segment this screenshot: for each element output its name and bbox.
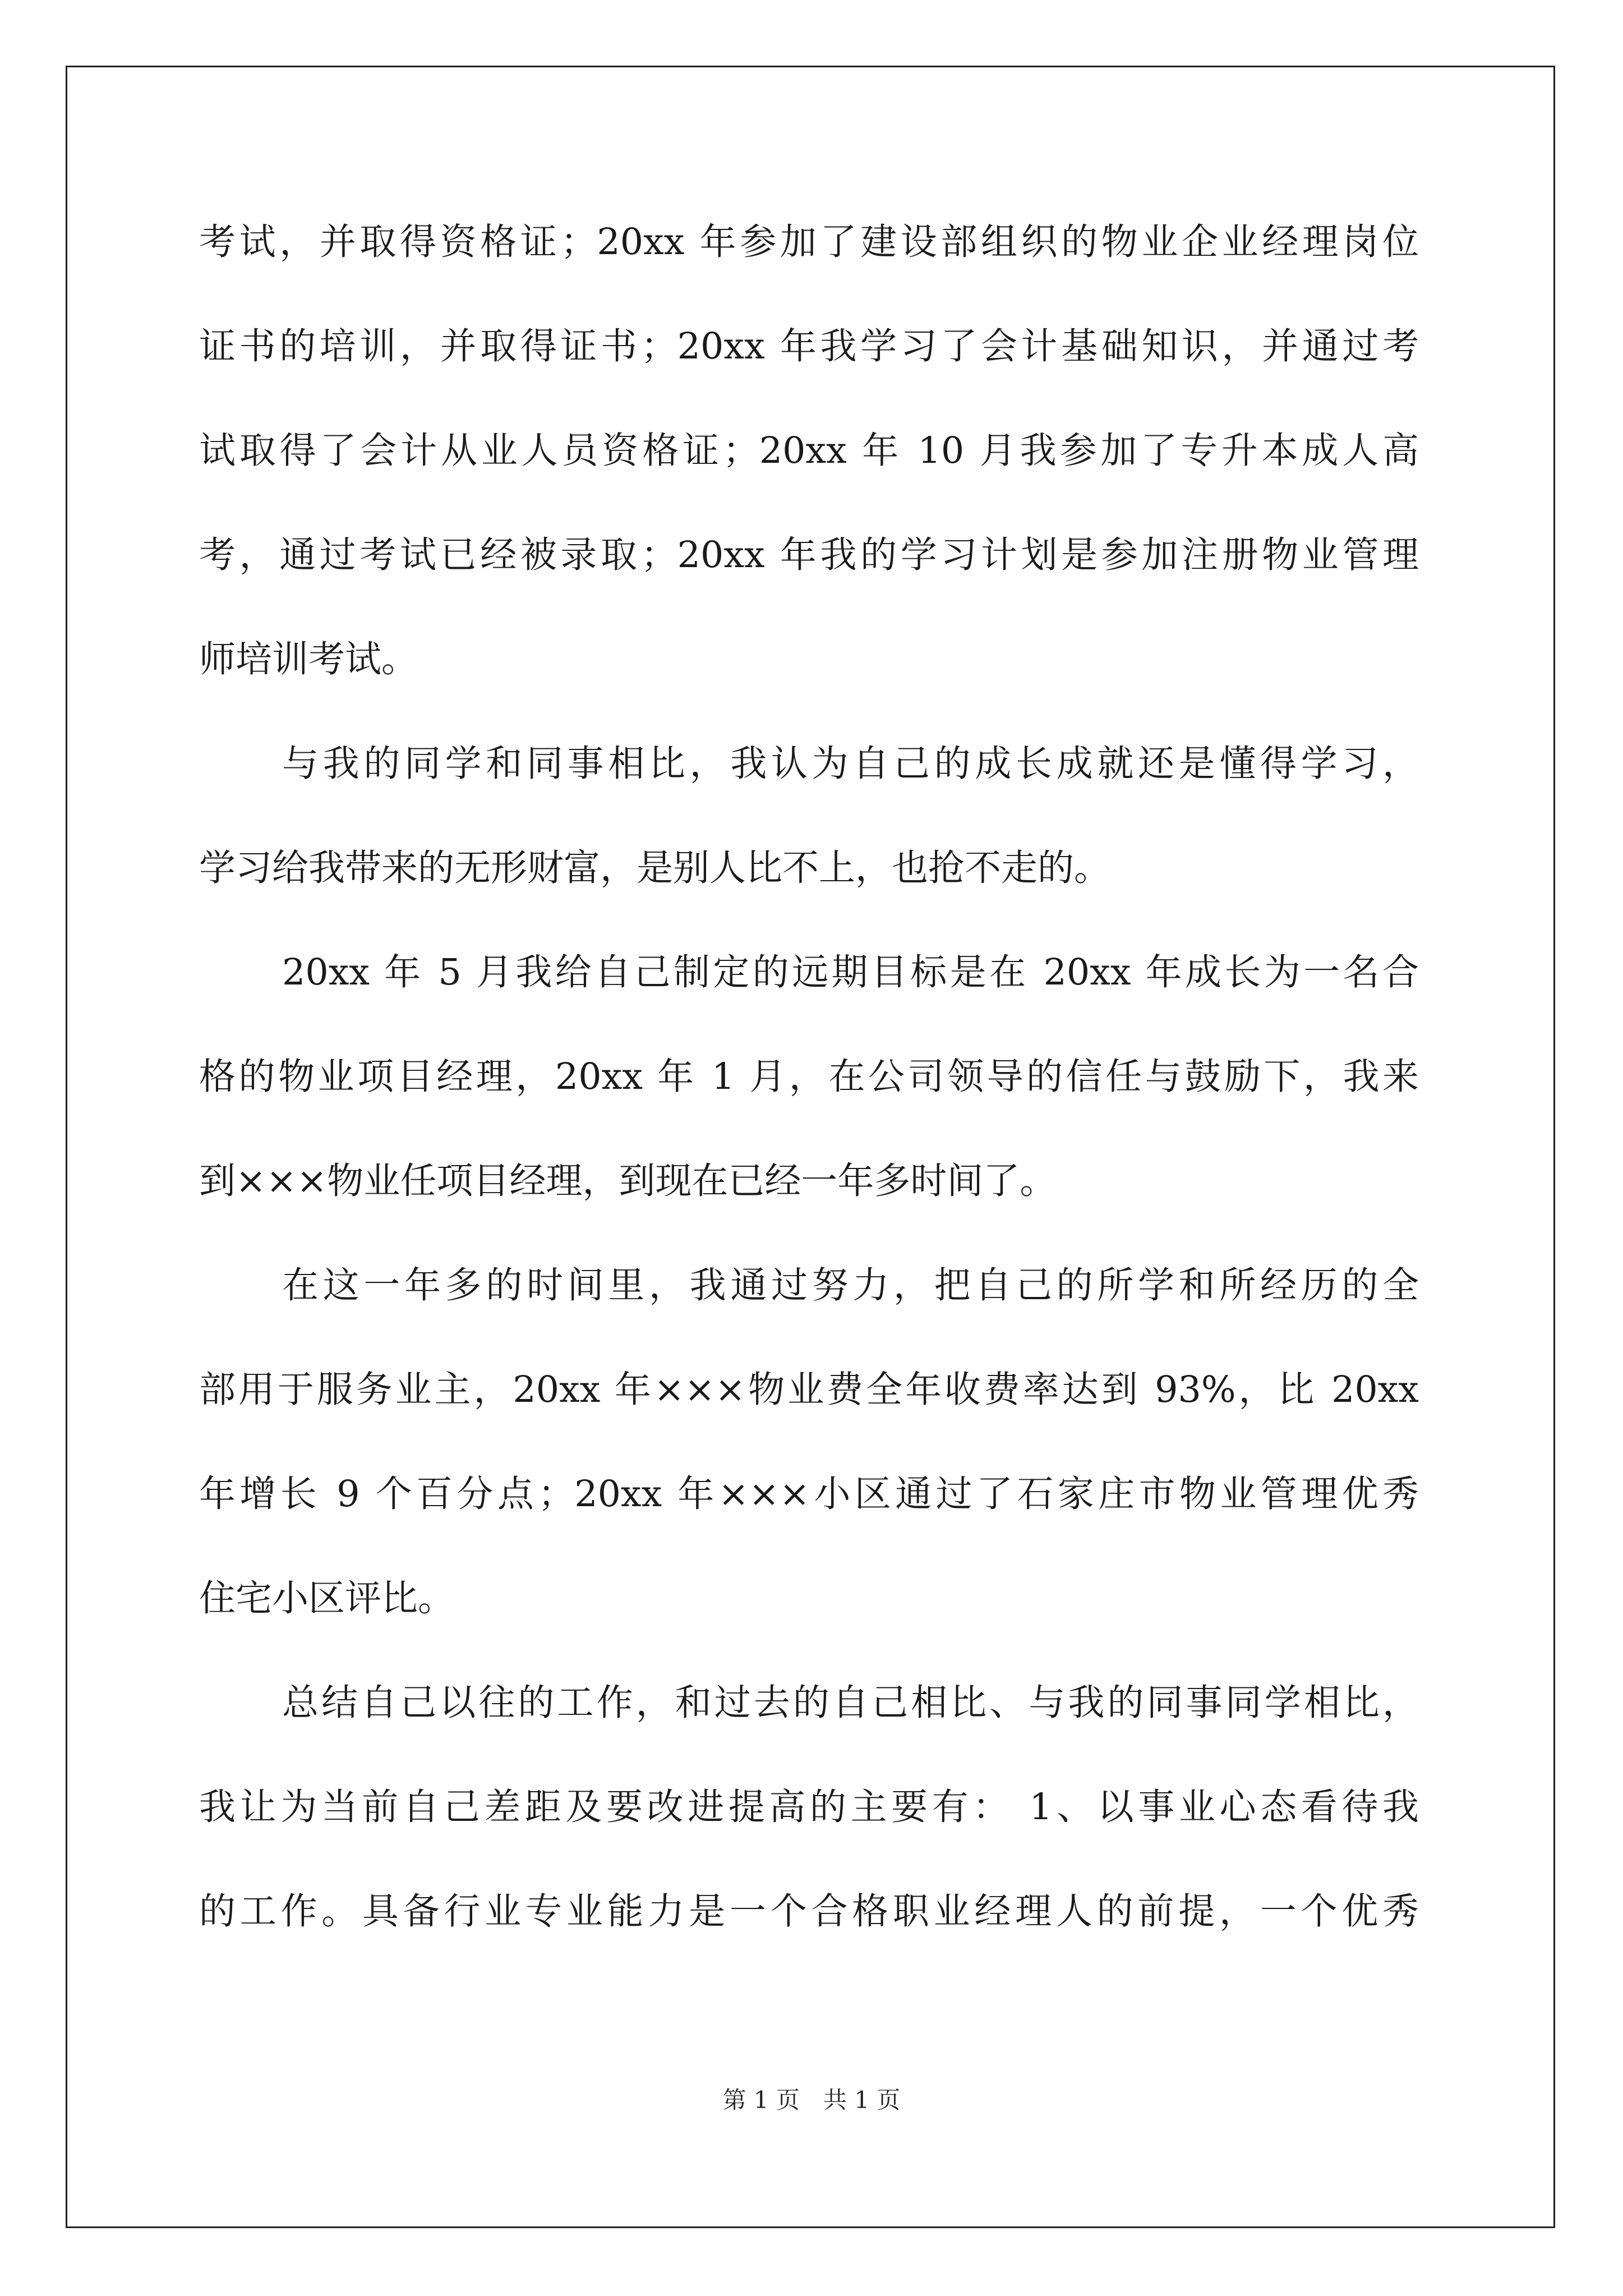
- text-line: 年增长 9 个百分点；20xx 年×××小区通过了石家庄市物业管理优秀: [199, 1473, 1419, 1515]
- page-number-footer: 第 1 页 共 1 页: [722, 2086, 901, 2114]
- text-line: 在这一年多的时间里，我通过努力，把自己的所学和所经历的全: [282, 1264, 1419, 1306]
- text-line: 证书的培训，并取得证书；20xx 年我学习了会计基础知识，并通过考: [199, 325, 1419, 367]
- text-line: 到×××物业任项目经理，到现在已经一年多时间了。: [199, 1160, 1057, 1202]
- text-line: 与我的同学和同事相比，我认为自己的成长成就还是懂得学习，: [282, 743, 1419, 785]
- text-line: 师培训考试。: [199, 638, 418, 680]
- text-line: 20xx 年 5 月我给自己制定的远期目标是在 20xx 年成长为一名合: [282, 951, 1419, 993]
- text-line: 学习给我带来的无形财富，是别人比不上，也抢不走的。: [199, 847, 1111, 889]
- text-line: 考，通过考试已经被录取；20xx 年我的学习计划是参加注册物业管理: [199, 534, 1419, 576]
- text-line: 部用于服务业主，20xx 年×××物业费全年收费率达到 93%，比 20xx: [199, 1369, 1419, 1411]
- text-line: 的工作。具备行业专业能力是一个合格职业经理人的前提，一个优秀: [199, 1890, 1419, 1932]
- text-line: 试取得了会计从业人员资格证；20xx 年 10 月我参加了专升本成人高: [199, 430, 1419, 472]
- text-line: 总结自己以往的工作，和过去的自己相比、与我的同事同学相比，: [282, 1682, 1419, 1724]
- text-line: 住宅小区评比。: [199, 1577, 455, 1619]
- text-line: 格的物业项目经理，20xx 年 1 月，在公司领导的信任与鼓励下，我来: [199, 1056, 1419, 1098]
- text-line: 考试，并取得资格证；20xx 年参加了建设部组织的物业企业经理岗位: [199, 221, 1419, 263]
- text-line: 我让为当前自己差距及要改进提高的主要有： 1、以事业心态看待我: [199, 1786, 1419, 1828]
